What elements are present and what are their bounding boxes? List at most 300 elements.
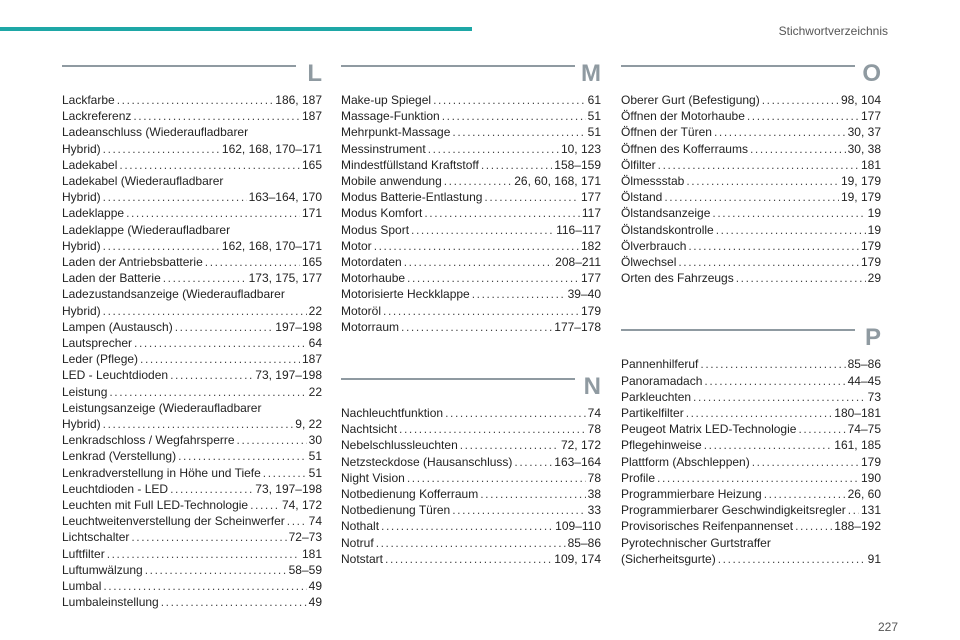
entry-leader-dots bbox=[407, 470, 586, 486]
entry-leader-dots bbox=[103, 303, 307, 319]
entry-pages: 58–59 bbox=[288, 562, 322, 577]
entry-term: Massage-Funktion bbox=[341, 109, 440, 124]
entry-pages: 109, 174 bbox=[554, 551, 601, 566]
entry-leader-dots bbox=[131, 529, 286, 545]
entry-term: Hybrid) bbox=[62, 417, 101, 432]
index-entry bbox=[621, 157, 881, 173]
entry-pages: 38 bbox=[587, 487, 601, 502]
entry-leader-dots bbox=[103, 416, 294, 432]
index-entry bbox=[621, 92, 881, 108]
index-column-3 bbox=[621, 62, 881, 567]
entry-leader-dots bbox=[374, 238, 579, 254]
entry-pages: 30, 37 bbox=[847, 125, 881, 140]
entry-leader-dots bbox=[411, 222, 554, 238]
entry-term: Laden der Antriebsbatterie bbox=[62, 255, 203, 270]
entry-pages: 78 bbox=[587, 470, 601, 485]
entry-pages: 162, 168, 170–171 bbox=[221, 141, 322, 156]
section-rule bbox=[621, 65, 855, 67]
index-entry bbox=[62, 578, 322, 594]
entry-term-prefix: Pyrotechnischer Gurtstraffer bbox=[621, 535, 771, 550]
entry-pages: 180–181 bbox=[834, 406, 881, 421]
entry-pages: 179 bbox=[860, 454, 881, 469]
entry-leader-dots bbox=[460, 437, 559, 453]
index-entry bbox=[62, 108, 322, 124]
entry-leader-dots bbox=[399, 421, 586, 437]
entry-term: Programmierbarer Geschwindigkeitsregler bbox=[621, 503, 846, 518]
entry-term-prefix: Ladekabel (Wiederaufladbarer bbox=[62, 174, 224, 189]
index-entry bbox=[341, 124, 601, 140]
index-entry bbox=[62, 546, 322, 562]
entry-pages: 39–40 bbox=[567, 287, 601, 302]
entry-term: Luftfilter bbox=[62, 546, 105, 561]
index-section bbox=[62, 62, 322, 611]
entry-pages: 179 bbox=[860, 255, 881, 270]
entry-term: Lackfarbe bbox=[62, 93, 115, 107]
index-entry bbox=[621, 486, 881, 502]
entry-term: Pflegehinweise bbox=[621, 438, 702, 453]
entry-leader-dots bbox=[376, 535, 566, 551]
index-entry bbox=[62, 432, 322, 448]
entry-leader-dots bbox=[678, 254, 859, 270]
entry-pages: 51 bbox=[587, 109, 601, 124]
entry-leader-dots bbox=[133, 108, 300, 124]
entry-leader-dots bbox=[117, 92, 274, 108]
entry-leader-dots bbox=[693, 389, 866, 405]
entry-pages: 187 bbox=[301, 109, 322, 124]
entry-leader-dots bbox=[445, 405, 586, 421]
index-entry bbox=[341, 189, 601, 205]
entry-leader-dots bbox=[798, 421, 845, 437]
index-entry bbox=[341, 486, 601, 502]
entry-leader-dots bbox=[428, 141, 559, 157]
entry-term: Motor bbox=[341, 238, 372, 253]
index-entry bbox=[621, 205, 881, 221]
entry-leader-dots bbox=[704, 437, 833, 453]
entry-term: Hybrid) bbox=[62, 303, 101, 318]
index-entry bbox=[341, 470, 601, 486]
entry-term: Lampen (Austausch) bbox=[62, 319, 173, 334]
index-column-1 bbox=[62, 62, 322, 611]
entry-leader-dots bbox=[444, 173, 513, 189]
index-entry bbox=[62, 270, 322, 286]
index-entry bbox=[621, 405, 881, 421]
entry-term: Nachleuchtfunktion bbox=[341, 406, 444, 421]
entry-term: Modus Komfort bbox=[341, 206, 423, 221]
section-header bbox=[621, 62, 881, 90]
entry-term: Mindestfüllstand Kraftstoff bbox=[341, 157, 479, 172]
entry-leader-dots bbox=[140, 351, 300, 367]
entry-term: Peugeot Matrix LED-Technologie bbox=[621, 422, 797, 437]
entry-term: Lichtschalter bbox=[62, 530, 130, 545]
index-section bbox=[621, 326, 881, 567]
index-entry bbox=[62, 384, 322, 400]
index-entry bbox=[62, 351, 322, 367]
entry-term: Nebelschlussleuchten bbox=[341, 438, 458, 453]
entry-pages: 29 bbox=[867, 271, 881, 286]
entry-pages: 44–45 bbox=[847, 373, 881, 388]
entry-pages: 177 bbox=[580, 190, 601, 205]
entry-leader-dots bbox=[718, 551, 866, 567]
index-entry bbox=[62, 335, 322, 351]
entry-leader-dots bbox=[481, 157, 552, 173]
entry-leader-dots bbox=[657, 470, 859, 486]
entry-pages: 49 bbox=[308, 579, 322, 594]
entry-leader-dots bbox=[472, 286, 566, 302]
index-entry bbox=[62, 562, 322, 578]
section-rule bbox=[341, 378, 575, 380]
entry-pages: 187 bbox=[301, 352, 322, 367]
entry-leader-dots bbox=[686, 173, 839, 189]
entry-term-prefix: Ladeklappe (Wiederaufladbarer bbox=[62, 222, 231, 237]
entry-term: Motorisierte Heckklappe bbox=[341, 287, 470, 302]
entry-pages: 163–164, 170 bbox=[248, 190, 322, 205]
index-entry bbox=[621, 173, 881, 189]
entry-term: Make-up Spiegel bbox=[341, 93, 432, 107]
entry-term: Modus Sport bbox=[341, 222, 410, 237]
entry-term: Öffnen der Motorhaube bbox=[621, 109, 745, 124]
entry-pages: 74 bbox=[587, 406, 601, 421]
entry-leader-dots bbox=[383, 303, 579, 319]
index-entry bbox=[341, 454, 601, 470]
entry-term: Oberer Gurt (Befestigung) bbox=[621, 93, 760, 107]
entry-leader-dots bbox=[237, 432, 307, 448]
section-letter: O bbox=[862, 60, 881, 87]
entry-pages: 72, 172 bbox=[560, 438, 601, 453]
entry-term: Öffnen des Kofferraums bbox=[621, 141, 748, 156]
entry-leader-dots bbox=[145, 562, 287, 578]
index-entry bbox=[62, 400, 322, 432]
index-entry bbox=[621, 270, 881, 286]
page-number: 227 bbox=[877, 620, 898, 634]
entry-pages: 179 bbox=[580, 303, 601, 318]
index-entry bbox=[341, 173, 601, 189]
index-entry bbox=[62, 529, 322, 545]
entry-term: Plattform (Abschleppen) bbox=[621, 454, 750, 469]
index-entry bbox=[62, 92, 322, 108]
entry-pages: 85–86 bbox=[567, 535, 601, 550]
entry-pages: 161, 185 bbox=[834, 438, 881, 453]
entry-term: (Sicherheitsgurte) bbox=[621, 551, 716, 566]
entry-term: Leistung bbox=[62, 384, 108, 399]
entry-leader-dots bbox=[736, 270, 866, 286]
entry-pages: 158–159 bbox=[554, 157, 601, 172]
index-entry bbox=[341, 254, 601, 270]
entry-leader-dots bbox=[170, 367, 253, 383]
entry-leader-dots bbox=[404, 254, 553, 270]
index-entry bbox=[621, 535, 881, 567]
entry-term: Lautsprecher bbox=[62, 336, 133, 351]
entry-pages: 19 bbox=[867, 206, 881, 221]
entry-term: Ölwechsel bbox=[621, 255, 677, 270]
entry-pages: 197–198 bbox=[275, 319, 322, 334]
entry-leader-dots bbox=[848, 502, 859, 518]
index-entry bbox=[341, 405, 601, 421]
entry-term: Programmierbare Heizung bbox=[621, 487, 762, 502]
index-entry bbox=[62, 124, 322, 156]
entry-pages: 173, 175, 177 bbox=[248, 271, 322, 286]
entry-leader-dots bbox=[163, 270, 247, 286]
entry-term: Lumbaleinstellung bbox=[62, 595, 159, 610]
entry-term-prefix: Ladeanschluss (Wiederaufladbarer bbox=[62, 125, 249, 140]
entry-leader-dots bbox=[795, 518, 832, 534]
entry-leader-dots bbox=[700, 356, 845, 372]
index-entry bbox=[341, 535, 601, 551]
entry-term: Pannenhilferuf bbox=[621, 357, 699, 372]
entry-pages: 74, 172 bbox=[281, 498, 322, 513]
section-header bbox=[621, 326, 881, 354]
entry-pages: 165 bbox=[301, 255, 322, 270]
entry-term: Lenkradverstellung in Höhe und Tiefe bbox=[62, 465, 261, 480]
entry-term: Notruf bbox=[341, 535, 374, 550]
entry-pages: 177 bbox=[860, 109, 881, 124]
entry-leader-dots bbox=[480, 486, 585, 502]
entry-term: Ladekabel bbox=[62, 157, 118, 172]
entry-term: Leuchten mit Full LED-Technologie bbox=[62, 498, 249, 513]
entry-term: Mehrpunkt-Massage bbox=[341, 125, 451, 140]
index-entry bbox=[341, 92, 601, 108]
entry-pages: 182 bbox=[580, 238, 601, 253]
entry-term: Lackreferenz bbox=[62, 109, 132, 124]
entry-leader-dots bbox=[161, 594, 307, 610]
entry-leader-dots bbox=[103, 189, 247, 205]
entry-term: Lumbal bbox=[62, 579, 102, 594]
entry-pages: 188–192 bbox=[834, 519, 881, 534]
entry-pages: 109–110 bbox=[555, 519, 601, 534]
entry-pages: 30, 38 bbox=[847, 141, 881, 156]
index-entry bbox=[62, 481, 322, 497]
index-entry bbox=[62, 513, 322, 529]
index-entry bbox=[62, 367, 322, 383]
entry-pages: 85–86 bbox=[847, 357, 881, 372]
entry-term: Notstart bbox=[341, 551, 384, 566]
index-entry bbox=[621, 238, 881, 254]
section-rule bbox=[341, 65, 575, 67]
entry-leader-dots bbox=[762, 92, 839, 108]
entry-pages: 22 bbox=[308, 384, 322, 399]
index-entry bbox=[621, 470, 881, 486]
entry-term: Ölfilter bbox=[621, 157, 656, 172]
entry-leader-dots bbox=[107, 546, 300, 562]
entry-leader-dots bbox=[714, 124, 846, 140]
entry-pages: 179 bbox=[860, 238, 881, 253]
index-entry bbox=[62, 465, 322, 481]
section-header bbox=[341, 62, 601, 90]
entry-pages: 19, 179 bbox=[840, 174, 881, 189]
entry-leader-dots bbox=[103, 238, 220, 254]
section-rule bbox=[621, 329, 855, 331]
entry-pages: 64 bbox=[308, 336, 322, 351]
entry-leader-dots bbox=[424, 205, 579, 221]
index-section bbox=[621, 62, 881, 286]
entry-term: Ölmessstab bbox=[621, 174, 685, 189]
index-entry bbox=[341, 108, 601, 124]
entry-term: Ölverbrauch bbox=[621, 238, 687, 253]
index-entry bbox=[341, 303, 601, 319]
index-entry bbox=[62, 594, 322, 610]
entry-term: Motorraum bbox=[341, 319, 400, 334]
index-entry bbox=[621, 254, 881, 270]
entry-pages: 116–117 bbox=[556, 222, 601, 237]
index-entry bbox=[62, 286, 322, 318]
index-entry bbox=[62, 157, 322, 173]
entry-pages: 186, 187 bbox=[275, 93, 322, 107]
entry-pages: 26, 60 bbox=[847, 487, 881, 502]
entry-leader-dots bbox=[109, 384, 306, 400]
entry-term: Lenkradschloss / Wegfahrsperre bbox=[62, 433, 235, 448]
entry-term: Hybrid) bbox=[62, 190, 101, 205]
entry-leader-dots bbox=[205, 254, 300, 270]
index-entry bbox=[62, 205, 322, 221]
entry-pages: 163–164 bbox=[554, 454, 601, 469]
index-entry bbox=[62, 222, 322, 254]
entry-leader-dots bbox=[175, 319, 274, 335]
index-entry bbox=[341, 551, 601, 567]
index-entry bbox=[621, 437, 881, 453]
entry-term: Partikelfilter bbox=[621, 406, 684, 421]
entry-leader-dots bbox=[126, 205, 300, 221]
entry-pages: 73, 197–198 bbox=[255, 368, 322, 383]
entry-term: Modus Batterie-Entlastung bbox=[341, 190, 483, 205]
index-entry bbox=[621, 389, 881, 405]
entry-leader-dots bbox=[407, 270, 579, 286]
entry-term: Motoröl bbox=[341, 303, 382, 318]
index-entry bbox=[341, 238, 601, 254]
section-letter: N bbox=[583, 373, 601, 401]
entry-pages: 19, 179 bbox=[840, 190, 881, 205]
entry-pages: 19 bbox=[867, 222, 881, 237]
index-entry bbox=[621, 373, 881, 389]
entry-leader-dots bbox=[752, 454, 859, 470]
entry-leader-dots bbox=[170, 481, 253, 497]
entry-leader-dots bbox=[103, 141, 220, 157]
entry-leader-dots bbox=[716, 222, 866, 238]
index-entry bbox=[341, 270, 601, 286]
entry-pages: 177–178 bbox=[554, 319, 601, 334]
index-entry bbox=[621, 502, 881, 518]
index-entry bbox=[621, 141, 881, 157]
index-entry bbox=[62, 173, 322, 205]
entry-term: Profile bbox=[621, 470, 656, 485]
entry-leader-dots bbox=[250, 497, 280, 513]
entry-term: Netzsteckdose (Hausanschluss) bbox=[341, 454, 513, 469]
entry-pages: 73 bbox=[867, 389, 881, 404]
entry-term: Ölstandskontrolle bbox=[621, 222, 714, 237]
entry-leader-dots bbox=[103, 578, 306, 594]
section-letter: M bbox=[581, 60, 601, 87]
index-entry bbox=[621, 421, 881, 437]
entry-leader-dots bbox=[686, 405, 833, 421]
index-entry bbox=[62, 497, 322, 513]
entry-pages: 51 bbox=[308, 465, 322, 480]
entry-pages: 10, 123 bbox=[560, 141, 601, 156]
index-entry bbox=[621, 108, 881, 124]
entry-term: Panoramadach bbox=[621, 373, 703, 388]
page-header-title: Stichwortverzeichnis bbox=[778, 24, 888, 38]
section-rule bbox=[62, 65, 296, 67]
index-entry bbox=[341, 518, 601, 534]
index-entry bbox=[341, 286, 601, 302]
entry-leader-dots bbox=[764, 486, 846, 502]
entry-pages: 26, 60, 168, 171 bbox=[514, 174, 601, 189]
entry-leader-dots bbox=[263, 465, 307, 481]
entry-pages: 49 bbox=[308, 595, 322, 610]
index-entry bbox=[341, 437, 601, 453]
entry-pages: 74–75 bbox=[847, 422, 881, 437]
entry-pages: 208–211 bbox=[555, 255, 601, 270]
entry-pages: 30 bbox=[308, 433, 322, 448]
entry-term: LED - Leuchtdioden bbox=[62, 368, 169, 383]
index-entry bbox=[62, 319, 322, 335]
entry-leader-dots bbox=[433, 92, 586, 108]
entry-term: Hybrid) bbox=[62, 238, 101, 253]
entry-leader-dots bbox=[658, 157, 859, 173]
entry-leader-dots bbox=[484, 189, 579, 205]
index-entry bbox=[341, 141, 601, 157]
index-column-2 bbox=[341, 62, 601, 567]
entry-pages: 51 bbox=[308, 449, 322, 464]
entry-term: Parkleuchten bbox=[621, 389, 692, 404]
entry-pages: 171 bbox=[301, 206, 322, 221]
entry-leader-dots bbox=[664, 189, 839, 205]
entry-pages: 73, 197–198 bbox=[255, 481, 322, 496]
index-entry bbox=[621, 189, 881, 205]
entry-leader-dots bbox=[385, 551, 552, 567]
index-section bbox=[341, 375, 601, 567]
entry-pages: 78 bbox=[587, 422, 601, 437]
entry-term: Motorhaube bbox=[341, 271, 406, 286]
entry-pages: 181 bbox=[301, 546, 322, 561]
entry-pages: 72–73 bbox=[288, 530, 322, 545]
entry-leader-dots bbox=[452, 124, 585, 140]
index-entry bbox=[341, 502, 601, 518]
entry-leader-dots bbox=[514, 454, 552, 470]
entry-leader-dots bbox=[704, 373, 845, 389]
section-header bbox=[341, 375, 601, 403]
entry-pages: 177 bbox=[580, 271, 601, 286]
entry-pages: 9, 22 bbox=[295, 417, 322, 432]
section-header bbox=[62, 62, 322, 90]
index-entry bbox=[62, 254, 322, 270]
entry-pages: 51 bbox=[587, 125, 601, 140]
entry-term: Mobile anwendung bbox=[341, 174, 442, 189]
entry-term: Laden der Batterie bbox=[62, 271, 161, 286]
entry-term: Leder (Pflege) bbox=[62, 352, 139, 367]
header-accent-bar bbox=[0, 27, 472, 31]
entry-leader-dots bbox=[178, 448, 307, 464]
entry-term: Hybrid) bbox=[62, 141, 101, 156]
entry-pages: 22 bbox=[308, 303, 322, 318]
entry-leader-dots bbox=[119, 157, 300, 173]
entry-pages: 74 bbox=[308, 514, 322, 529]
index-entry bbox=[341, 421, 601, 437]
entry-leader-dots bbox=[442, 108, 586, 124]
entry-term: Ölstand bbox=[621, 190, 663, 205]
entry-pages: 131 bbox=[860, 503, 881, 518]
index-entry bbox=[621, 356, 881, 372]
entry-term: Öffnen der Türen bbox=[621, 125, 712, 140]
entry-pages: 181 bbox=[860, 157, 881, 172]
index-entry bbox=[341, 205, 601, 221]
entry-term: Ölstandsanzeige bbox=[621, 206, 711, 221]
entry-term: Leuchtdioden - LED bbox=[62, 481, 169, 496]
entry-leader-dots bbox=[134, 335, 307, 351]
entry-term: Notbedienung Kofferraum bbox=[341, 487, 479, 502]
index-entry bbox=[341, 222, 601, 238]
entry-leader-dots bbox=[401, 319, 552, 335]
entry-pages: 162, 168, 170–171 bbox=[221, 238, 322, 253]
entry-pages: 190 bbox=[860, 470, 881, 485]
entry-term: Messinstrument bbox=[341, 141, 426, 156]
